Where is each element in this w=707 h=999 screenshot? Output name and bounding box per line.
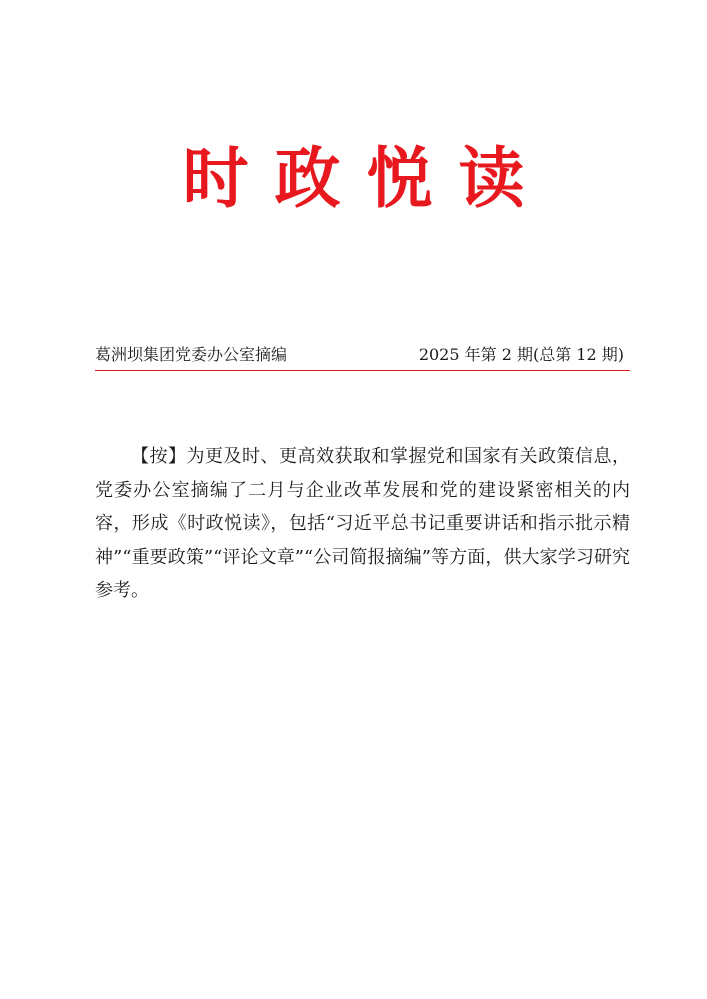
- issue-number: 2025 年第 2 期(总第 12 期): [418, 345, 624, 364]
- masthead-title: 时政悦读: [182, 139, 551, 217]
- editor-preface: 【按】为更及时、更高效获取和掌握党和国家有关政策信息，党委办公室摘编了二月与企业改革发展和党的建设紧密相关的内容，形成《时政悦读》，包括“习近平总书记重要讲话和指示批示精神”“重要政策”“评论文章”“公司简报摘编”等方面，供大家学习研究参考。: [95, 446, 630, 601]
- issue-line: [95, 343, 630, 367]
- publisher-label: 葛洲坝集团党委办公室摘编: [95, 345, 288, 364]
- red-divider-rule: [95, 370, 630, 371]
